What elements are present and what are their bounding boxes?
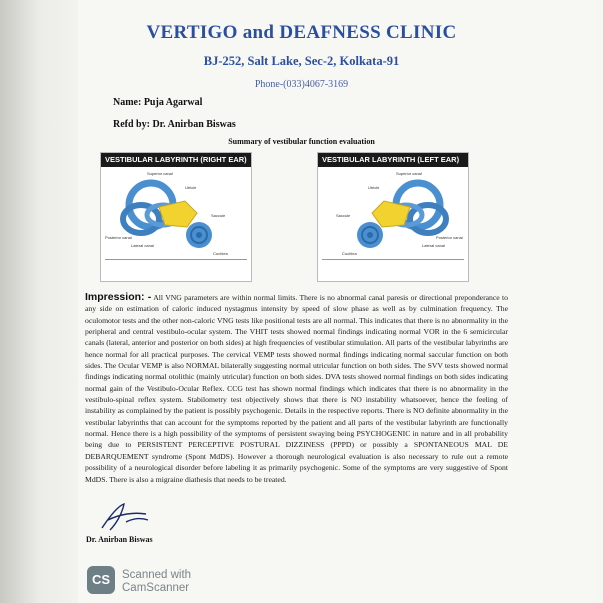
impression-text: All VNG parameters are within normal limits. There is no abnormal canal paresis or directional preponderance to any side on estimation of caloric induced nystagmus intensity by speed of slow phase as well as by culmination frequency. The oculomotor tests and the other non-caloric VNG tests like positional tests are all normal. This indicates that there is no abnormality in the peripheral and central vestibulo-ocular system. The VHIT tests showed normal findings indicating normal VOR in the 6 semicircular canals (lateral, anterior and posterior on both sides) at high frequencies of vestibular stimulation. All parts of the vestibular labyrinths are hence normal for all practical purposes. The cervical VEMP tests showed normal findings indicating normal saccular function on both sides. The Ocular VEMP is also NORMAL bilaterally suggesting normal utricular function on both sides. The SVV tests showed normal findings indicating normal otolithic (mainly utricular) function on both sides. DVA tests showed normal findings on both sides indicating normal gain of the Vestibulo-Ocular Reflex. CCG test has shown normal findings which indicates that there is no abnormality in the vestibulo-spinal reflex system. Stabilometry test objectively shows that there is NO instability whatsoever, hence the feeling of instability as complained by the patient is possibly psychogenic. Details in the respective reports. There is NO definite abnormality in the vestibular labyrinths that can account for the symptoms reported by the patient and all parts of the vestibular labyrinth are functionally normal. Hence there is a high possibility of the symptoms of persistent swaying being PSYCHOGENIC in nature and in all probability being due to PERSISTENT PERCEPTIVE POSTURAL DIZZINESS (PPPD) or possibly a SPONTANEOUS MAL DE DEBARQUEMENT syndrome (Spont MdDS). However a thorough neurological evaluation is also necessary to rule out a remote possibility of a neurological disorder before labeling it as primarily psychogenic. Some of the symptoms are very suggestive of Spont MdDS. There is also a migraine diathesis that needs to be treated. xyxy=(85,293,508,484)
clinic-name: VERTIGO and DEAFNESS CLINIC xyxy=(146,22,457,43)
impression-section xyxy=(85,292,508,485)
patient-name: Name: Puja Agarwal xyxy=(113,97,203,108)
impression-heading: Impression: - xyxy=(85,291,152,303)
right-ear-title: VESTIBULAR LABYRINTH (RIGHT EAR) xyxy=(101,153,251,167)
right-label-saccule: Saccule xyxy=(211,213,226,218)
right-ear-legend xyxy=(105,259,247,278)
doctor-name: Dr. Anirban Biswas xyxy=(86,535,153,544)
left-ear-title: VESTIBULAR LABYRINTH (LEFT EAR) xyxy=(318,153,468,167)
right-label-utricle: Utricle xyxy=(185,185,197,190)
left-ear-diagram xyxy=(318,167,468,263)
referred-by: Refd by: Dr. Anirban Biswas xyxy=(113,119,236,130)
camscanner-logo-icon: CS xyxy=(87,566,115,594)
left-label-utricle: Utricle xyxy=(368,185,380,190)
summary-title: Summary of vestibular function evaluation xyxy=(228,137,375,146)
signature-mark xyxy=(96,500,156,534)
right-label-posterior: Posterior canal xyxy=(105,235,132,240)
scanned-line1: Scanned with xyxy=(122,569,192,581)
clinic-phone: Phone-(033)4067-3169 xyxy=(254,79,349,90)
right-label-lateral: Lateral canal xyxy=(131,243,154,248)
left-label-cochlea: Cochlea xyxy=(342,251,357,256)
scanned-line2: CamScanner xyxy=(122,582,190,594)
left-label-superior: Superior canal xyxy=(396,171,422,176)
left-ear-legend xyxy=(322,259,464,278)
right-label-cochlea: Cochlea xyxy=(213,251,228,256)
left-label-lateral: Lateral canal xyxy=(422,243,445,248)
clinic-address: BJ-252, Salt Lake, Sec-2, Kolkata-91 xyxy=(203,54,400,68)
left-label-posterior: Posterior canal xyxy=(436,235,463,240)
right-ear-diagram xyxy=(101,167,251,263)
camscanner-watermark xyxy=(122,569,191,595)
left-label-saccule: Saccule xyxy=(336,213,351,218)
right-label-superior: Superior canal xyxy=(147,171,173,176)
left-ear-panel xyxy=(317,152,469,282)
right-ear-panel xyxy=(100,152,252,282)
